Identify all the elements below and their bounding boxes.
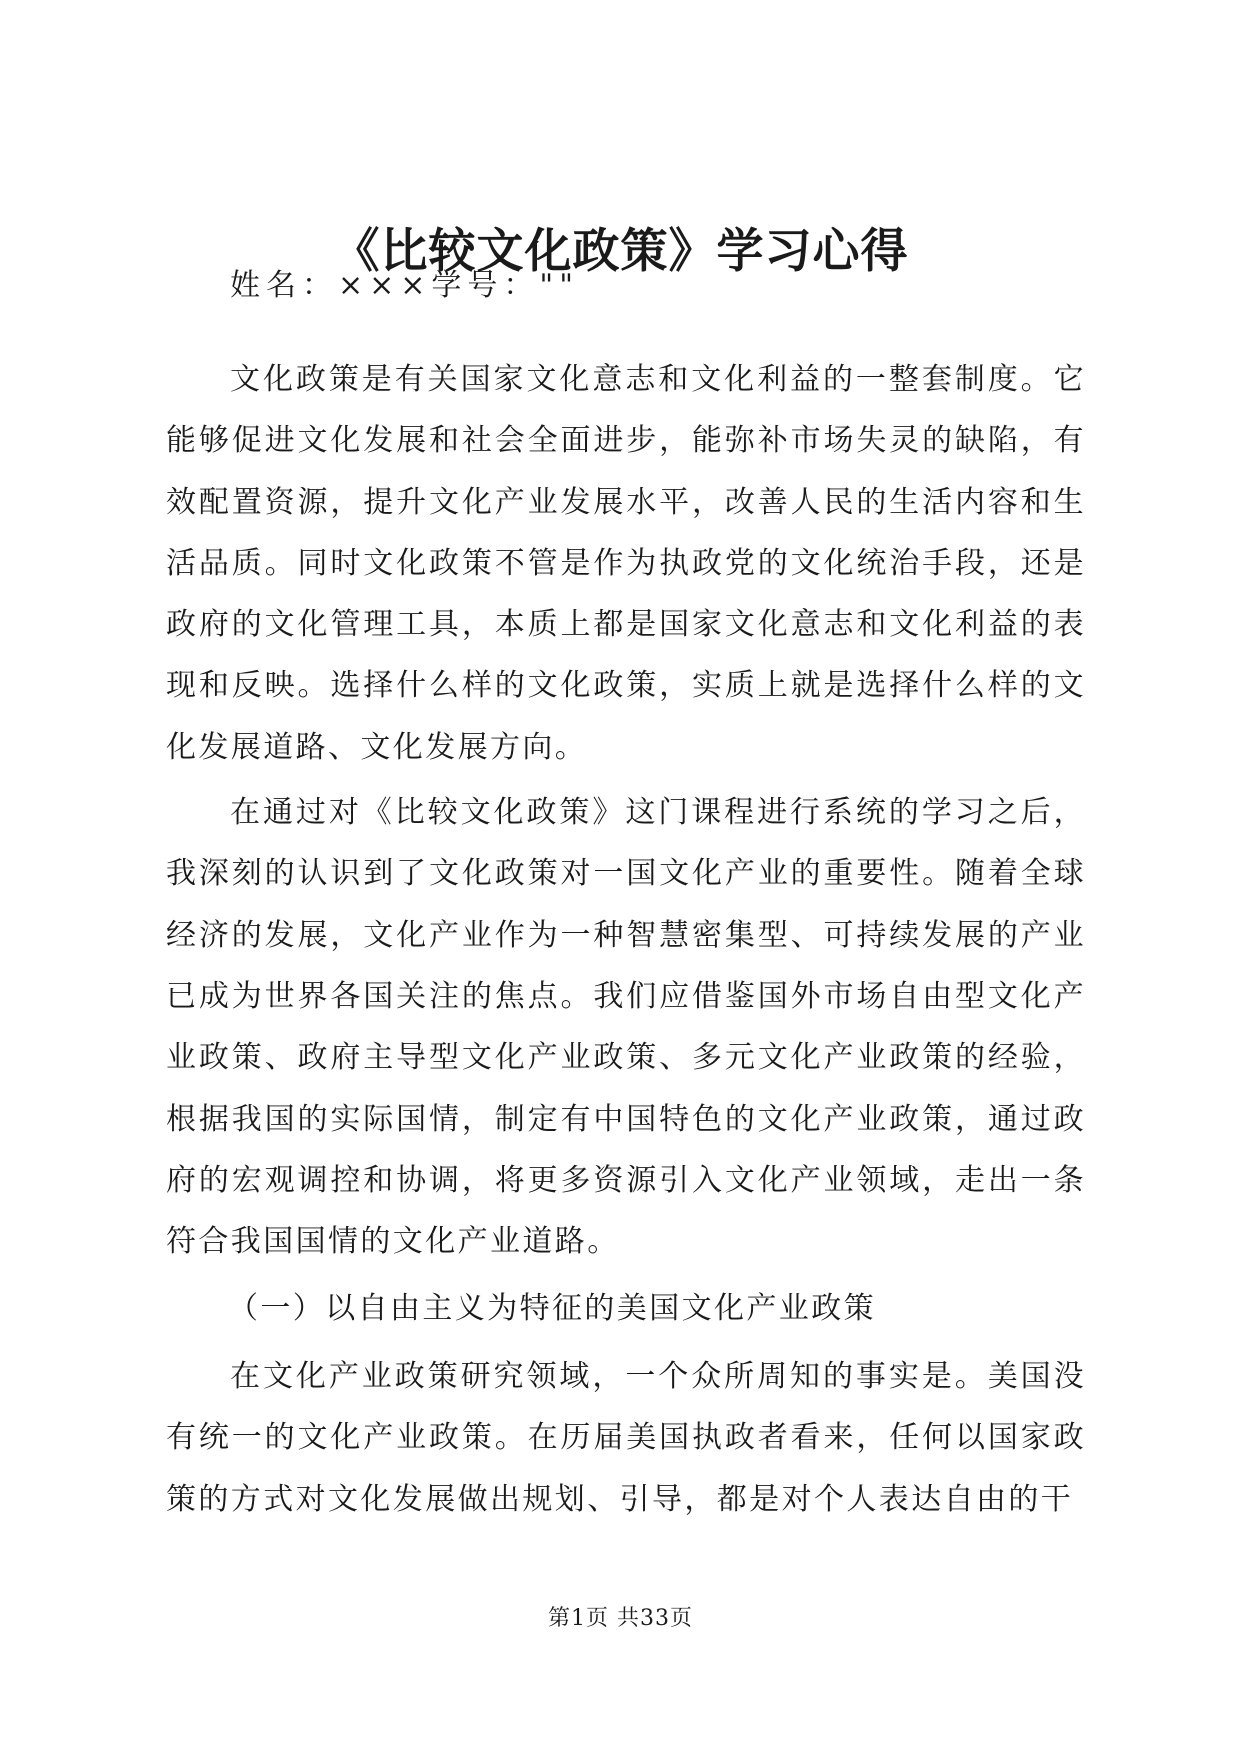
paragraph-2: 在通过对《比较文化政策》这门课程进行系统的学习之后，我深刻的认识到了文化政策对一国文化产业的重要性。随着全球经济的发展，文化产业作为一种智慧密集型、可持续发展的产业已成为世界各国关注的焦点。我们应借鉴国外市场自由型文化产业政策、政府主导型文化产业政策、多元文化产业政策的经验，根据我国的实际国情，制定有中国特色的文化产业政策，通过政府的宏观调控和协调，将更多资源引入文化产业领域，走出一条符合我国国情的文化产业道路。	[166, 795, 1086, 1260]
body-text-block-2	[166, 1346, 1086, 1530]
paragraph-1: 文化政策是有关国家文化意志和文化利益的一整套制度。它能够促进文化发展和社会全面进步，能弥补市场失灵的缺陷，有效配置资源，提升文化产业发展水平，改善人民的生活内容和生活品质。同时文化政策不管是作为执政党的文化统治手段，还是政府的文化管理工具，本质上都是国家文化意志和文化利益的表现和反映。选择什么样的文化政策，实质上就是选择什么样的文化发展道路、文化发展方向。	[166, 362, 1086, 765]
author-info-line: 姓名：×××学号：""	[230, 268, 580, 303]
section-heading: （一）以自由主义为特征的美国文化产业政策	[228, 1291, 876, 1326]
document-title: 《比较文化政策》学习心得	[332, 224, 909, 279]
page-footer: 第1页 共33页	[548, 1606, 693, 1631]
body-text-block	[166, 349, 1086, 1272]
paragraph-3: 在文化产业政策研究领域，一个众所周知的事实是。美国没有统一的文化产业政策。在历届美国执政者看来，任何以国家政策的方式对文化发展做出规划、引导，都是对个人表达自由的干	[166, 1359, 1086, 1517]
